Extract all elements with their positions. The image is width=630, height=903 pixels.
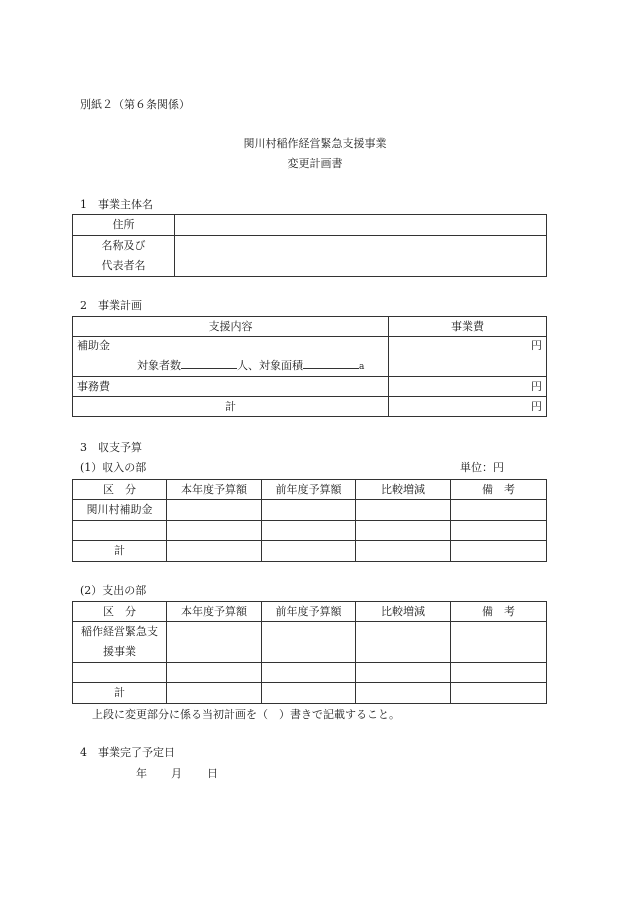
name-row [73, 236, 547, 277]
section3-heading: 3 収支予算 [80, 441, 142, 454]
income-subheading: (1）収入の部 [80, 461, 147, 474]
income-cell[interactable] [356, 541, 451, 562]
document-title: 関川村稲作経営緊急支援事業 [243, 137, 387, 150]
plan-total-row [73, 397, 547, 417]
income-col-category: 区 分 [73, 480, 167, 500]
admin-label: 事務費 [73, 377, 389, 397]
expense-cell[interactable] [167, 663, 262, 683]
plan-header-cost: 事業費 [389, 317, 547, 337]
name-value[interactable] [175, 236, 547, 277]
name-label-line2: 代表者名 [101, 259, 146, 272]
admin-row [73, 377, 547, 397]
expense-total-row [73, 683, 547, 704]
income-cell[interactable] [451, 541, 547, 562]
expense-header-row [73, 602, 547, 622]
income-cell[interactable] [451, 521, 547, 541]
expense-cell[interactable] [451, 663, 547, 683]
expense-cell[interactable] [356, 663, 451, 683]
expense-cell[interactable] [451, 622, 547, 663]
income-table [72, 479, 547, 562]
expense-row-label-line2: 援事業 [103, 645, 136, 658]
target-count-label: 対象者数 [137, 359, 181, 372]
target-count-field[interactable] [181, 357, 237, 369]
income-col-previous: 前年度予算額 [262, 480, 356, 500]
plan-table [72, 316, 547, 417]
expense-col-diff: 比較増減 [356, 602, 451, 622]
subsidy-row [73, 337, 547, 377]
expense-cell[interactable] [167, 622, 262, 663]
income-total-row [73, 541, 547, 562]
target-area-field[interactable] [303, 357, 359, 369]
income-cell[interactable] [167, 500, 262, 521]
section1-heading: 1 事業主体名 [80, 198, 153, 211]
date-day: 日 [207, 767, 218, 780]
expense-col-current: 本年度予算額 [167, 602, 262, 622]
address-value[interactable] [175, 215, 547, 236]
income-cell[interactable] [167, 521, 262, 541]
income-col-diff: 比較増減 [356, 480, 451, 500]
expense-cell[interactable] [356, 683, 451, 704]
document-subtitle: 変更計画書 [287, 157, 343, 170]
income-cell[interactable] [262, 500, 356, 521]
income-cell[interactable] [356, 500, 451, 521]
date-year: 年 [136, 767, 147, 780]
expense-subheading: (2）支出の部 [80, 584, 147, 597]
expense-col-category: 区 分 [73, 602, 167, 622]
income-cell[interactable] [356, 521, 451, 541]
entity-table [72, 214, 547, 277]
section4-heading: 4 事業完了予定日 [80, 746, 175, 759]
income-total-label: 計 [73, 541, 167, 562]
expense-col-previous: 前年度予算額 [262, 602, 356, 622]
person-unit: 人、対象面積 [237, 359, 303, 372]
date-month: 月 [171, 767, 182, 780]
subsidy-cell [73, 337, 389, 377]
name-label-line1: 名称及び [101, 239, 146, 252]
expense-cell[interactable] [262, 683, 356, 704]
income-col-current: 本年度予算額 [167, 480, 262, 500]
plan-total-label: 計 [73, 397, 389, 417]
subsidy-detail [77, 357, 384, 374]
income-cell[interactable] [262, 541, 356, 562]
area-unit: a [359, 362, 365, 372]
income-cell[interactable] [262, 521, 356, 541]
income-cell[interactable] [451, 500, 547, 521]
name-label [73, 236, 175, 277]
expense-total-label: 計 [73, 683, 167, 704]
unit-label: 単位：円 [460, 461, 504, 474]
address-label: 住所 [73, 215, 175, 236]
income-col-remarks: 備 考 [451, 480, 547, 500]
expense-blank-row [73, 663, 547, 683]
admin-amount[interactable]: 円 [389, 377, 547, 397]
address-row [73, 215, 547, 236]
expense-row [73, 622, 547, 663]
expense-cell[interactable] [73, 663, 167, 683]
expense-row-label-line1: 稲作経営緊急支 [81, 625, 158, 638]
expense-cell[interactable] [262, 622, 356, 663]
expense-cell[interactable] [262, 663, 356, 683]
plan-total-amount[interactable]: 円 [389, 397, 547, 417]
income-header-row [73, 480, 547, 500]
section2-heading: 2 事業計画 [80, 299, 142, 312]
expense-cell[interactable] [167, 683, 262, 704]
expense-col-remarks: 備 考 [451, 602, 547, 622]
annex-label: 別紙２（第６条関係） [80, 98, 190, 111]
subsidy-amount[interactable]: 円 [389, 337, 547, 377]
expense-cell[interactable] [356, 622, 451, 663]
expense-row-label [73, 622, 167, 663]
income-blank-row [73, 521, 547, 541]
subsidy-label: 補助金 [77, 339, 110, 352]
plan-header-content: 支援内容 [73, 317, 389, 337]
income-cell[interactable] [73, 521, 167, 541]
expense-table [72, 601, 547, 704]
expense-cell[interactable] [451, 683, 547, 704]
income-row-label: 関川村補助金 [73, 500, 167, 521]
note-text: 上段に変更部分に係る当初計画を（ ）書きで記載すること。 [92, 708, 400, 721]
income-cell[interactable] [167, 541, 262, 562]
income-row [73, 500, 547, 521]
